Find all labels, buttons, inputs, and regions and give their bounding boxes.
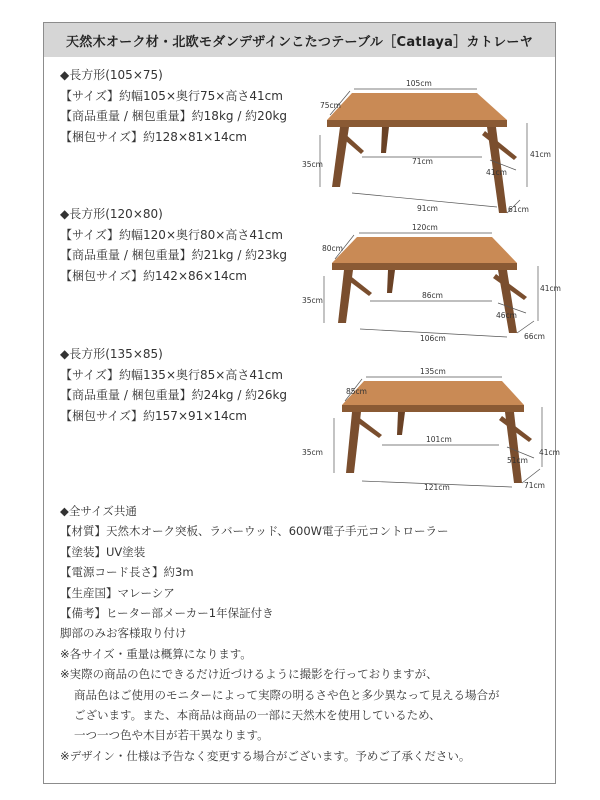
dim-depth: 80cm	[322, 244, 343, 253]
dim-inner-depth: 46cm	[496, 311, 517, 320]
spec-block-105x75	[60, 65, 287, 147]
spec-weight: 【商品重量 / 梱包重量】約18kg / 約20kg	[60, 109, 288, 123]
dim-foot-width: 121cm	[424, 483, 450, 492]
dim-width: 120cm	[412, 223, 438, 232]
tabletop-edge	[327, 120, 507, 127]
common-specs	[60, 501, 500, 766]
spec-package: 【梱包サイズ】約142×86×14cm	[60, 268, 247, 283]
dim-foot-depth: 71cm	[524, 481, 545, 490]
spec-heading: ◆長方形(105×75)	[60, 68, 163, 82]
dim-inner-depth: 51cm	[507, 456, 528, 465]
dim-inner-width: 101cm	[426, 435, 452, 444]
dim-clearance: 35cm	[302, 448, 323, 457]
common-line: 【材質】天然木オーク突板、ラバーウッド、600W電子手元コントローラー	[60, 524, 449, 539]
spec-weight: 【商品重量 / 梱包重量】約21kg / 約23kg	[60, 248, 288, 262]
dim-depth: 85cm	[346, 387, 367, 396]
common-line: 【塗装】UV塗装	[60, 544, 146, 559]
table-diagram-135x85	[302, 363, 560, 492]
common-line: ※実際の商品の色にできるだけ近づけるように撮影を行っておりますが、	[60, 667, 438, 682]
dim-foot-depth: 66cm	[524, 332, 545, 341]
dim-foot-width: 106cm	[420, 334, 446, 343]
spec-block-135x85	[60, 344, 287, 426]
common-line: 脚部のみお客様取り付け	[60, 626, 187, 641]
dim-depth: 75cm	[320, 101, 341, 110]
dim-width: 135cm	[420, 367, 446, 376]
dim-inner-width: 86cm	[422, 291, 443, 300]
spec-size: 【サイズ】約幅135×奥行85×高さ41cm	[60, 367, 283, 382]
common-line: ※デザイン・仕様は予告なく変更する場合がございます。予めご了承ください。	[60, 748, 471, 763]
common-line: 【生産国】マレーシア	[60, 585, 175, 600]
header-bar	[44, 23, 555, 57]
table-leg	[387, 270, 395, 293]
table-leg	[397, 412, 405, 435]
dim-height: 41cm	[530, 150, 551, 159]
tabletop	[332, 237, 517, 263]
table-leg	[381, 127, 389, 153]
common-line: 一つ一つ色や木目が若干異なります。	[74, 728, 269, 743]
dim-clearance: 35cm	[302, 296, 323, 305]
spec-sheet-frame	[43, 22, 561, 784]
common-line: ※各サイズ・重量は概算になります。	[60, 646, 252, 661]
dim-clearance: 35cm	[302, 160, 323, 169]
table-diagram-105x75	[302, 75, 552, 220]
common-line: 【備考】ヒーター部メーカー1年保証付き	[60, 606, 274, 621]
dim-inner-depth: 41cm	[486, 168, 507, 177]
page-title: 天然木オーク材・北欧モダンデザインこたつテーブル［Catlaya］カトレーヤ	[65, 34, 534, 50]
dim-foot-depth: 61cm	[508, 205, 529, 214]
common-heading: ◆全サイズ共通	[60, 504, 137, 518]
spec-package: 【梱包サイズ】約157×91×14cm	[60, 408, 247, 423]
dim-foot-width: 91cm	[417, 204, 438, 213]
spec-heading: ◆長方形(120×80)	[60, 207, 163, 221]
spec-weight: 【商品重量 / 梱包重量】約24kg / 約26kg	[60, 388, 288, 402]
common-line: ございます。また、本商品は商品の一部に天然木を使用しているため、	[74, 708, 441, 723]
spec-size: 【サイズ】約幅120×奥行80×高さ41cm	[60, 227, 283, 242]
dim-height: 41cm	[540, 284, 561, 293]
common-line: 商品色はご使用のモニターによって実際の明るさや色と多少異なって見える場合が	[74, 687, 500, 702]
spec-size: 【サイズ】約幅105×奥行75×高さ41cm	[60, 88, 283, 103]
dim-width: 105cm	[406, 79, 432, 88]
tabletop-edge	[342, 405, 524, 412]
tabletop	[327, 93, 507, 120]
spec-block-120x80	[60, 204, 287, 286]
spec-heading: ◆長方形(135×85)	[60, 347, 163, 361]
common-line: 【電源コード長さ】約3m	[60, 565, 194, 580]
tabletop-edge	[332, 263, 517, 270]
tabletop	[342, 381, 524, 405]
dim-inner-width: 71cm	[412, 157, 433, 166]
dim-height: 41cm	[539, 448, 560, 457]
spec-package: 【梱包サイズ】約128×81×14cm	[60, 129, 247, 144]
table-diagram-120x80	[302, 221, 561, 343]
